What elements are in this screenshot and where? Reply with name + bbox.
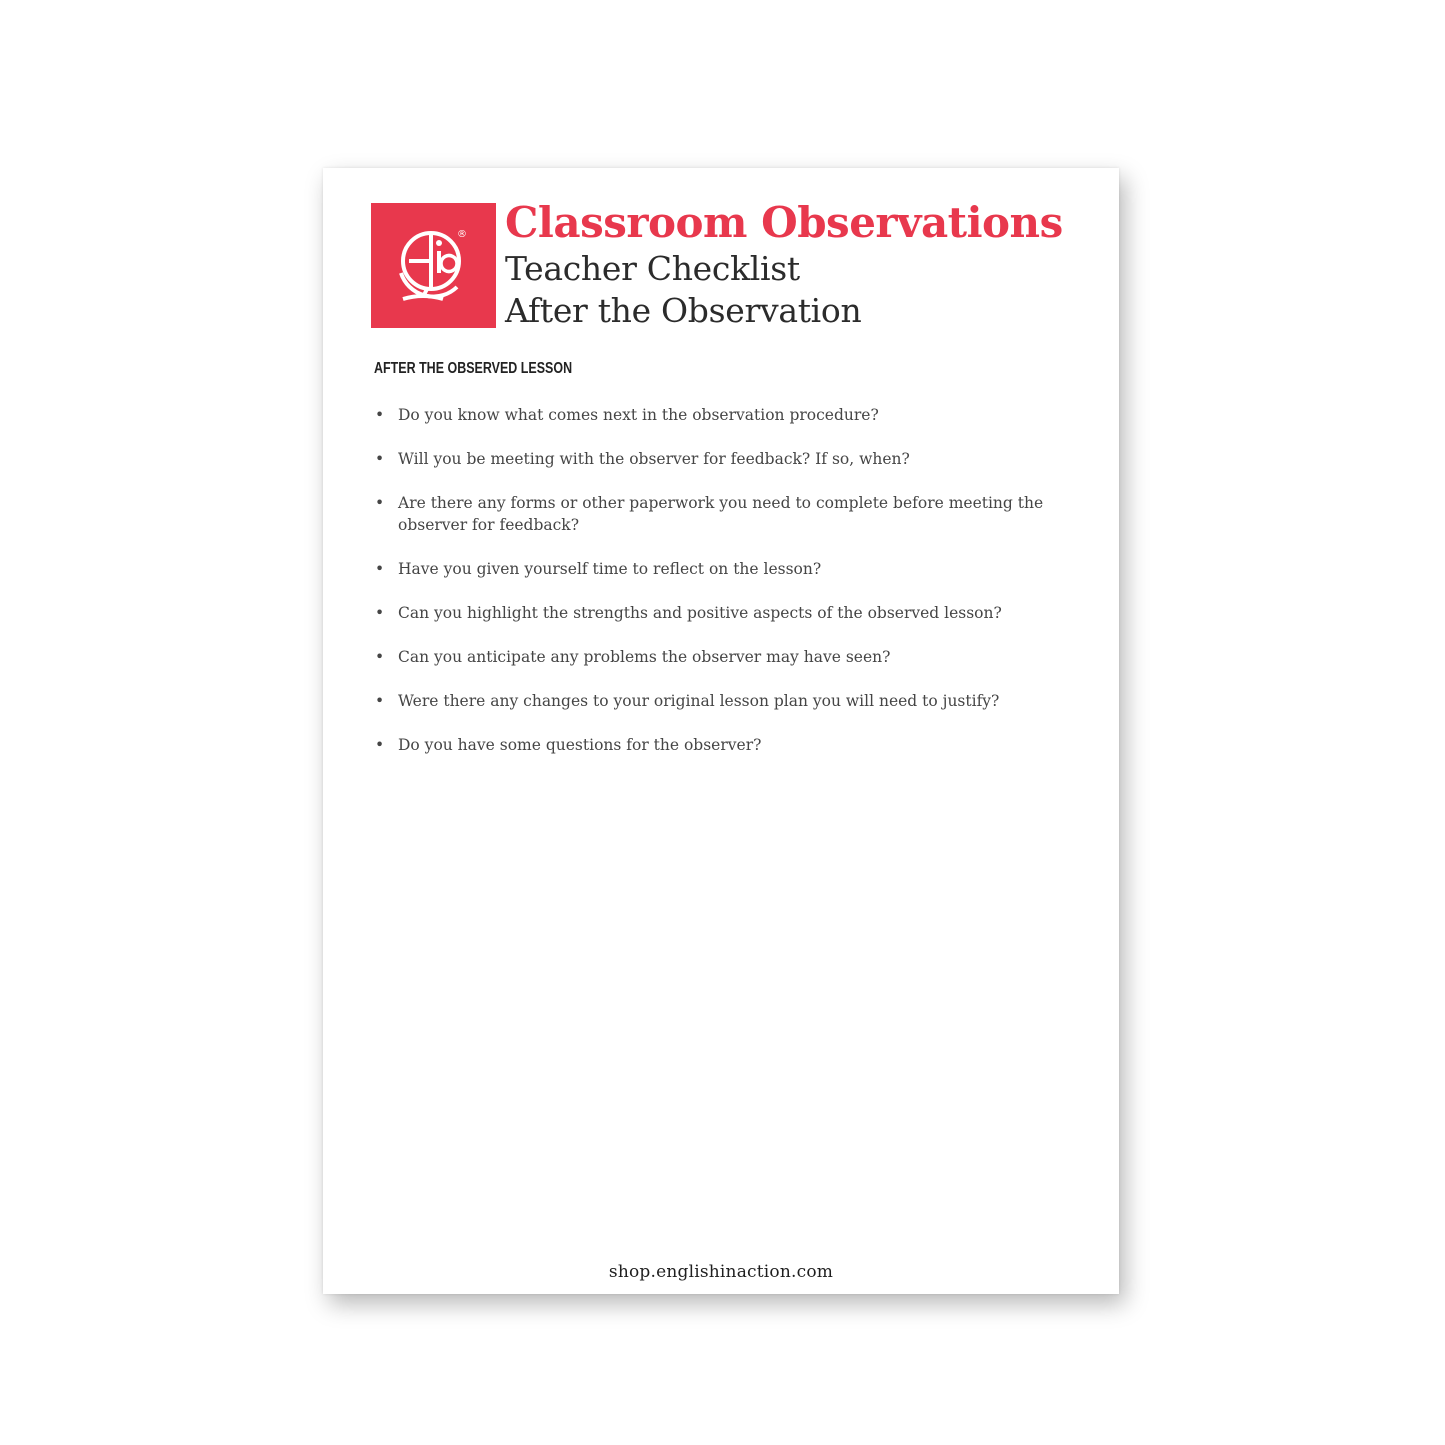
bullet-icon: • bbox=[375, 450, 385, 468]
checklist-item-text: Will you be meeting with the observer for feedback? If so, when? bbox=[398, 450, 910, 468]
subtitle-line-2: After the Observation bbox=[505, 291, 862, 330]
section-heading: AFTER THE OBSERVED LESSON bbox=[374, 360, 573, 377]
checklist-item-text: Were there any changes to your original lesson plan you will need to justify? bbox=[398, 692, 1000, 710]
bullet-icon: • bbox=[375, 648, 385, 666]
bullet-icon: • bbox=[375, 406, 385, 424]
subtitle-line-1: Teacher Checklist bbox=[505, 249, 800, 288]
checklist-item bbox=[371, 448, 1071, 470]
header bbox=[505, 198, 1115, 332]
bullet-icon: • bbox=[375, 560, 385, 578]
bullet-icon: • bbox=[375, 494, 385, 512]
brand-logo bbox=[371, 203, 496, 328]
checklist-item bbox=[371, 734, 1071, 756]
checklist-item bbox=[371, 492, 1071, 536]
page-title: Classroom Observations bbox=[505, 198, 1063, 247]
checklist-item bbox=[371, 690, 1071, 712]
checklist-item-text: Do you have some questions for the observer? bbox=[398, 736, 762, 754]
checklist-item-text: Can you highlight the strengths and positive aspects of the observed lesson? bbox=[398, 604, 1002, 622]
checklist-item-text: Are there any forms or other paperwork you need to complete before meeting the observer for feedback? bbox=[398, 494, 1044, 534]
document-page bbox=[323, 168, 1119, 1294]
checklist-item bbox=[371, 404, 1071, 426]
eia-globe-logo-icon bbox=[371, 203, 496, 328]
checklist-item bbox=[371, 558, 1071, 580]
checklist-item bbox=[371, 646, 1071, 668]
bullet-icon: • bbox=[375, 692, 385, 710]
checklist-item bbox=[371, 602, 1071, 624]
checklist-item-text: Have you given yourself time to reflect on the lesson? bbox=[398, 560, 822, 578]
checklist-item-text: Can you anticipate any problems the observer may have seen? bbox=[398, 648, 891, 666]
footer-url: shop.englishinaction.com bbox=[608, 1262, 834, 1282]
bullet-icon: • bbox=[375, 604, 385, 622]
registered-mark: ® bbox=[457, 229, 467, 240]
bullet-icon: • bbox=[375, 736, 385, 754]
checklist bbox=[371, 404, 1071, 778]
checklist-item-text: Do you know what comes next in the observation procedure? bbox=[398, 406, 879, 424]
